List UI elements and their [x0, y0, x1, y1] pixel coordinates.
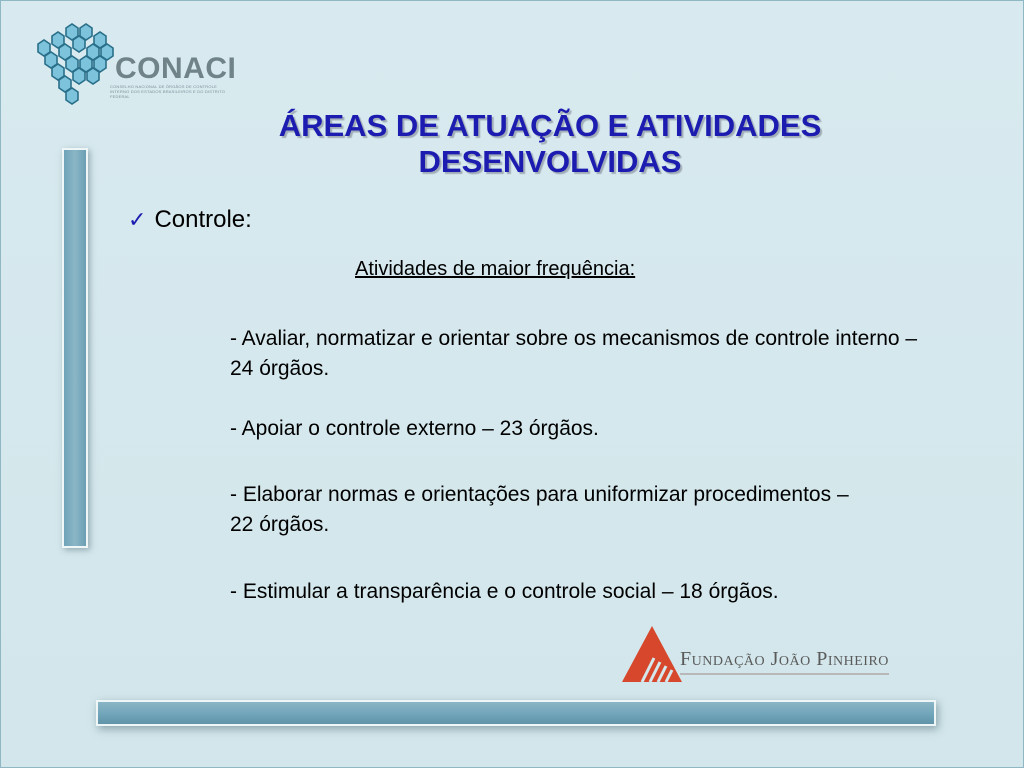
horizontal-accent-bar	[96, 700, 936, 726]
fjp-logo	[620, 622, 940, 686]
activities-subheading: Atividades de maior frequência:	[355, 258, 636, 280]
section-heading	[128, 206, 252, 234]
activity-item: - Estimular a transparência e o controle social – 18 órgãos.	[230, 580, 779, 603]
conaci-tagline: CONSELHO NACIONAL DE ÓRGÃOS DE CONTROLE INTERNO DOS ESTADOS BRASILEIROS E DO DISTRITO FEDERAL	[110, 84, 226, 99]
vertical-accent-bar	[62, 148, 88, 548]
checkmark-icon: ✓	[128, 207, 147, 232]
section-label: Controle:	[154, 206, 252, 233]
hexagon-cluster-icon	[28, 22, 118, 112]
conaci-logo	[28, 22, 243, 114]
fjp-emblem-icon	[620, 622, 684, 686]
activity-item: - Apoiar o controle externo – 23 órgãos.	[230, 417, 599, 440]
fjp-wordmark: Fundação João Pinheiro	[680, 648, 889, 675]
activity-item: - Avaliar, normatizar e orientar sobre os mecanismos de controle interno – 24 órgãos.	[230, 327, 918, 380]
conaci-wordmark: CONACI	[115, 52, 237, 85]
activity-item: - Elaborar normas e orientações para uniformizar procedimentos – 22 órgãos.	[230, 483, 849, 536]
slide-title: ÁREAS DE ATUAÇÃO E ATIVIDADES DESENVOLVIDAS	[278, 108, 822, 179]
